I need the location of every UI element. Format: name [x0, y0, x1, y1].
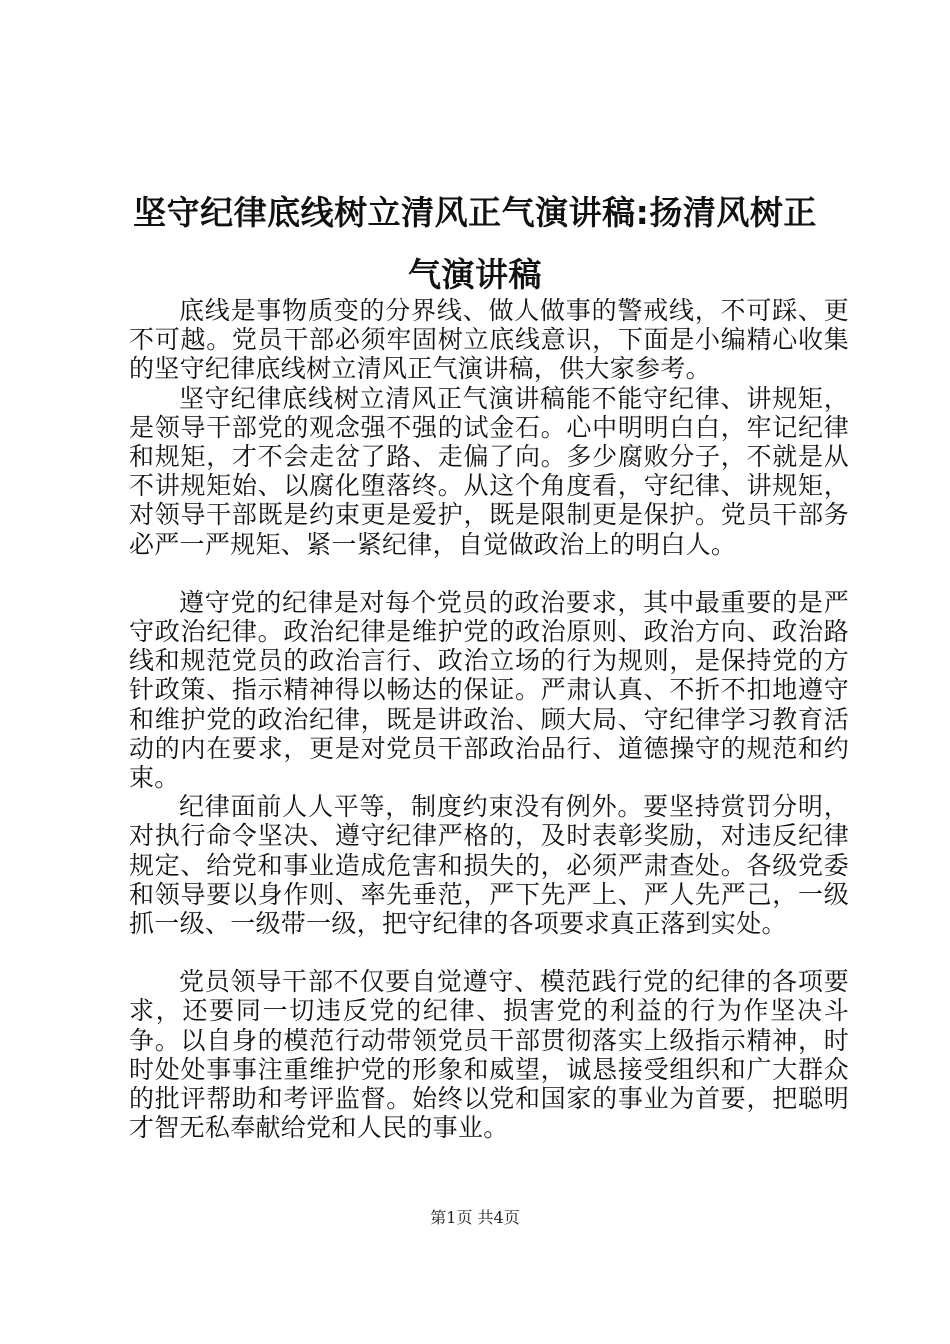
page-number-footer: 第1页 共4页 [430, 1208, 520, 1227]
paragraph-intro: 底线是事物质变的分界线、做人做事的警戒线，不可踩、更不可越。党员干部必须牢固树立底线意识，下面是小编精心收集的坚守纪律底线树立清风正气演讲稿，供大家参考。 [129, 296, 849, 384]
paragraph-equality: 纪律面前人人平等，制度约束没有例外。要坚持赏罚分明，对执行命令坚决、遵守纪律严格的，及时表彰奖励，对违反纪律规定、给党和事业造成危害和损失的，必须严肃查处。各级党委和领导要以身作则、率先垂范，严下先严上、严人先严己，一级抓一级、一级带一级，把守纪律的各项要求真正落到实处。 [129, 792, 849, 939]
document-title: 坚守纪律底线树立清风正气演讲稿:扬清风树正气演讲稿 [133, 193, 817, 294]
document-body [129, 296, 849, 1142]
paragraph-rules: 坚守纪律底线树立清风正气演讲稿能不能守纪律、讲规矩，是领导干部党的观念强不强的试金石。心中明明白白，牢记纪律和规矩，才不会走岔了路、走偏了向。多少腐败分子，不就是从不讲规矩始、以腐化堕落终。从这个角度看，守纪律、讲规矩，对领导干部既是约束更是爱护，既是限制更是保护。党员干部务必严一严规矩、紧一紧纪律，自觉做政治上的明白人。 [129, 383, 849, 559]
paragraph-leadership: 党员领导干部不仅要自觉遵守、模范践行党的纪律的各项要求，还要同一切违反党的纪律、损害党的利益的行为作坚决斗争。以自身的模范行动带领党员干部贯彻落实上级指示精神，时时处处事事注重维护党的形象和威望，诚恳接受组织和广大群众的批评帮助和考评监督。始终以党和国家的事业为首要，把聪明才智无私奉献给党和人民的事业。 [129, 967, 849, 1143]
paragraph-political-discipline: 遵守党的纪律是对每个党员的政治要求，其中最重要的是严守政治纪律。政治纪律是维护党的政治原则、政治方向、政治路线和规范党员的政治言行、政治立场的行为规则，是保持党的方针政策、指示精神得以畅达的保证。严肃认真、不折不扣地遵守和维护党的政治纪律，既是讲政治、顾大局、守纪律学习教育活动的内在要求，更是对党员干部政治品行、道德操守的规范和约束。 [129, 587, 849, 793]
